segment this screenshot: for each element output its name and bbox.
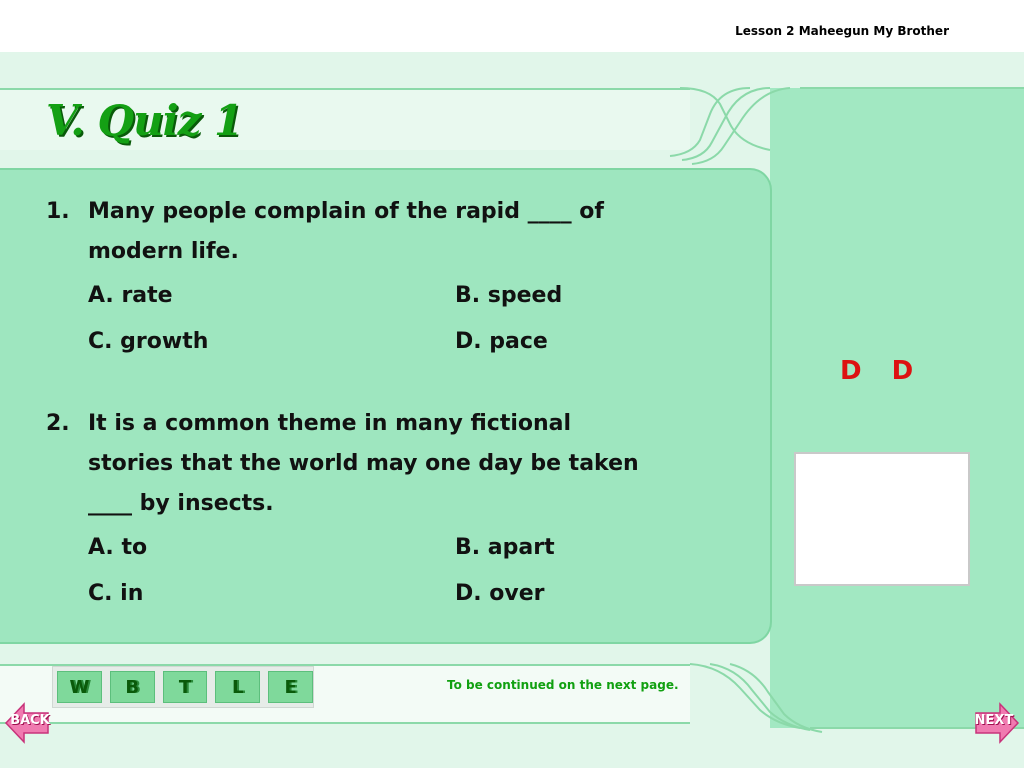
nav-button-w[interactable]: W [57,671,102,703]
nav-button-e[interactable]: E [268,671,313,703]
nav-button-b[interactable]: B [110,671,155,703]
question-number: 1. [46,199,70,224]
back-label: BACK [10,713,50,728]
page-title: V. Quiz 1 [46,96,243,145]
answer-box [794,452,970,586]
question-number: 2. [46,411,70,436]
answer-2: D [891,356,914,386]
next-label: NEXT [974,713,1014,728]
question-text: Many people complain of the rapid ____ of [88,199,604,224]
section-nav [52,666,314,708]
option-d[interactable]: D. over [455,581,545,606]
nav-button-l[interactable]: L [215,671,260,703]
option-c[interactable]: C. growth [88,329,209,354]
back-button[interactable] [4,700,50,746]
option-d[interactable]: D. pace [455,329,548,354]
lesson-header: Lesson 2 Maheegun My Brother [735,24,949,38]
question-text: ____ by insects. [88,491,274,516]
question-2 [46,404,748,620]
answer-key [840,356,943,386]
question-text: It is a common theme in many fictional [88,411,572,436]
option-c[interactable]: C. in [88,581,144,606]
answer-1: D [840,356,862,386]
question-text: stories that the world may one day be taken [88,451,639,476]
option-b[interactable]: B. speed [455,283,563,308]
question-1 [46,192,748,368]
option-a[interactable]: A. to [88,535,148,560]
continued-note: To be continued on the next page. [447,678,679,692]
option-b[interactable]: B. apart [455,535,555,560]
option-a[interactable]: A. rate [88,283,173,308]
next-button[interactable] [974,700,1020,746]
nav-button-t[interactable]: T [163,671,208,703]
question-text: modern life. [88,239,239,264]
